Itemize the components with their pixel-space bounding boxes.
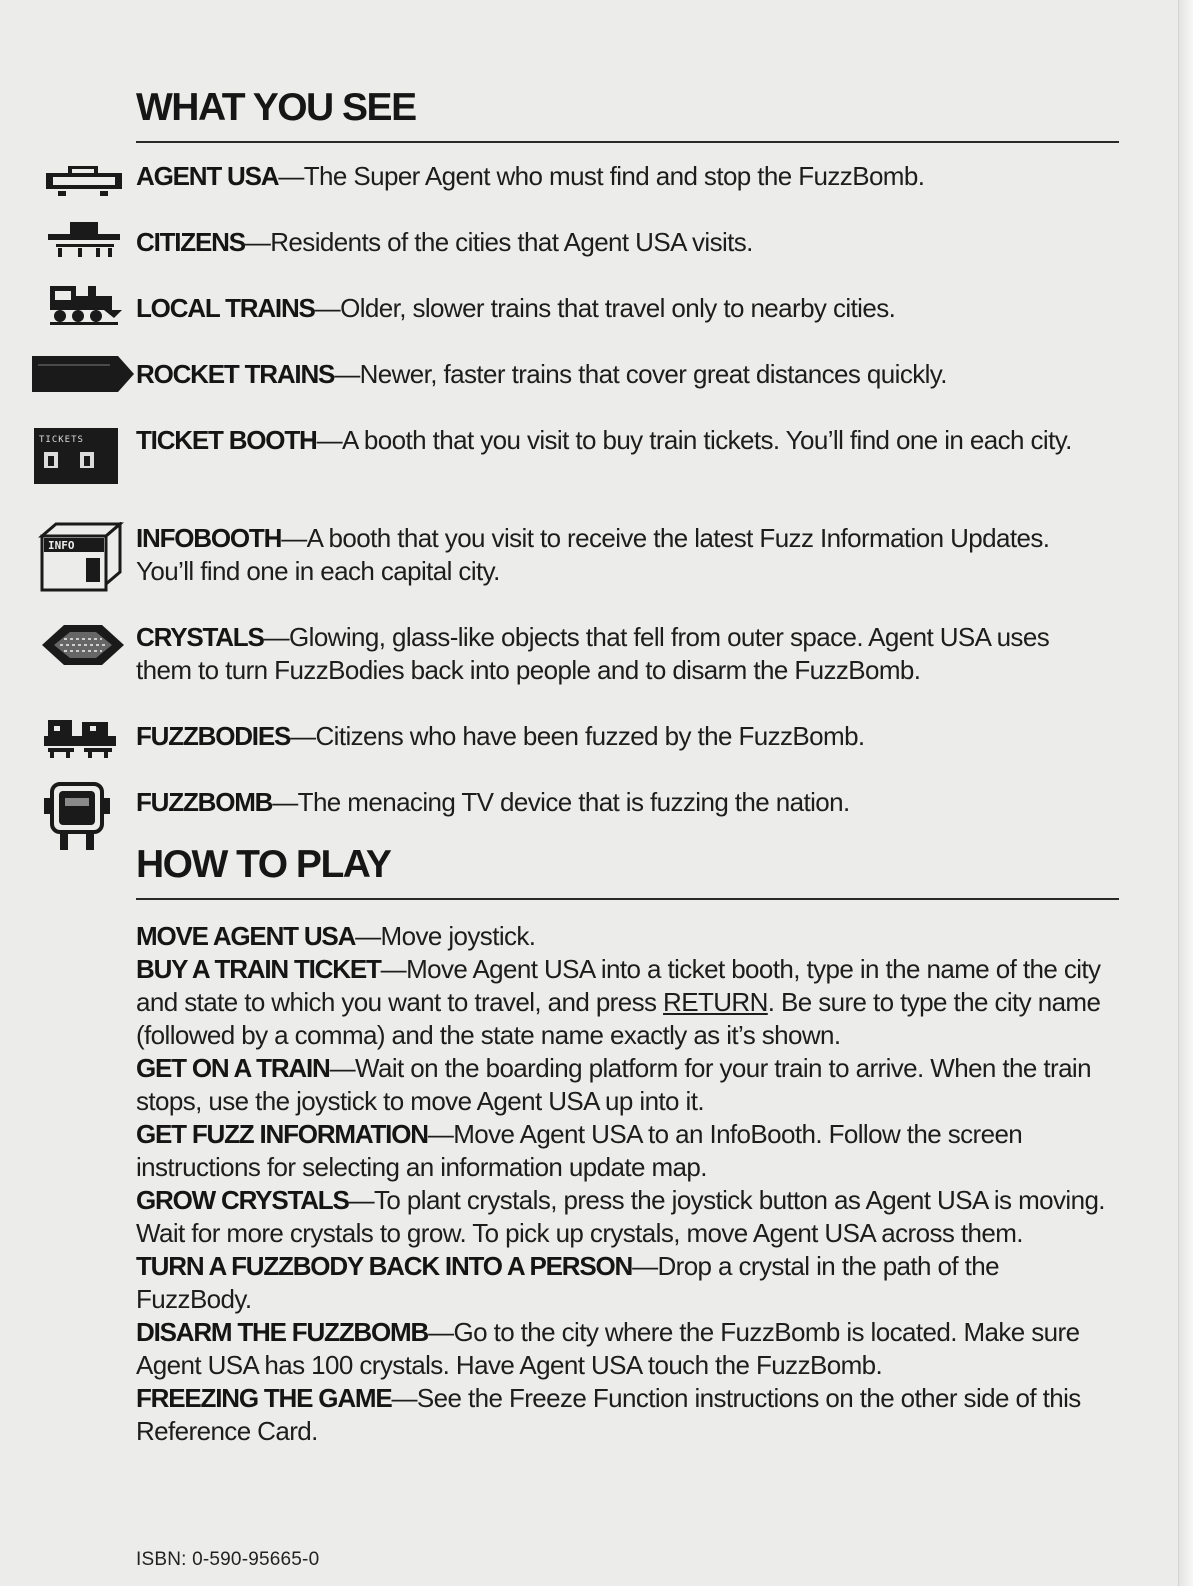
instruction-disarm-fuzzbomb [136,1316,1121,1382]
how-to-play-heading: HOW TO PLAY [136,843,391,886]
desc-agent-usa: —The Super Agent who must find and stop the FuzzBomb. [278,161,925,191]
desc-infobooth: —A booth that you visit to receive the latest Fuzz Information Updates. You’ll find one in each capital city. [136,523,1050,586]
desc-ticket-booth: —A booth that you visit to buy train tickets. You’ll find one in each city. [316,425,1072,455]
instruction-desc: —Drop a crystal in the path of the FuzzBody. [136,1251,999,1314]
instruction-get-on-train [136,1052,1121,1118]
legend-text [136,424,1096,457]
instruction-desc: —See the Freeze Function instructions on the other side of this Reference Card. [136,1383,1081,1446]
term-infobooth: INFOBOOTH [136,523,282,553]
ticket-booth-sign: TICKETS [39,435,84,445]
instruction-term: FREEZING THE GAME [136,1383,392,1413]
legend-text [136,720,1096,753]
what-you-see-heading: WHAT YOU SEE [136,86,416,129]
instruction-term: MOVE AGENT USA [136,921,356,951]
return-key-label: RETURN [663,987,768,1017]
desc-rocket-trains: —Newer, faster trains that cover great distances quickly. [334,359,947,389]
term-local-trains: LOCAL TRAINS [136,293,315,323]
fuzzbomb-icon [44,780,110,854]
instruction-turn-fuzzbody [136,1250,1121,1316]
local-train-icon [48,282,122,326]
crystal-icon [40,621,126,669]
isbn-number: ISBN: 0-590-95665-0 [136,1549,320,1570]
legend-text [136,621,1096,687]
legend-text [136,522,1096,588]
legend-text [136,786,1096,819]
desc-local-trains: —Older, slower trains that travel only to nearby cities. [314,293,896,323]
instruction-desc: —Move Agent USA to an InfoBooth. Follow the screen instructions for selecting an information update map. [136,1119,1023,1182]
instruction-buy-ticket [136,953,1121,1052]
instruction-fuzz-information [136,1118,1121,1184]
infobooth-icon [38,522,124,594]
instruction-grow-crystals [136,1184,1121,1250]
rocket-train-icon [32,354,136,394]
heading-rule [136,898,1119,900]
how-to-play-list [136,920,1121,1448]
desc-crystals: —Glowing, glass-like objects that fell from outer space. Agent USA uses them to turn FuzzBodies back into people and to disarm the FuzzBomb. [136,622,1050,685]
instruction-desc: —Move joystick. [355,921,536,951]
legend-text [136,160,1096,193]
instruction-term: GROW CRYSTALS [136,1185,349,1215]
legend-text [136,292,1096,325]
term-fuzzbomb: FUZZBOMB [136,787,273,817]
term-agent-usa: AGENT USA [136,161,279,191]
term-rocket-trains: ROCKET TRAINS [136,359,335,389]
citizen-icon [44,220,124,260]
term-fuzzbodies: FUZZBODIES [136,721,291,751]
instruction-term: BUY A TRAIN TICKET [136,954,381,984]
desc-citizens: —Residents of the cities that Agent USA visits. [244,227,753,257]
heading-rule [136,141,1119,143]
desc-fuzzbomb: —The menacing TV device that is fuzzing the nation. [272,787,850,817]
instruction-desc: —Go to the city where the FuzzBomb is located. Make sure Agent USA has 100 crystals. Have Agent USA touch the FuzzBomb. [136,1317,1080,1380]
fuzzbody-icon [42,718,120,760]
legend-text [136,226,1096,259]
instruction-term: GET ON A TRAIN [136,1053,330,1083]
instruction-freeze-game [136,1382,1121,1448]
instruction-desc: —To plant crystals, press the joystick button as Agent USA is moving. Wait for more crystals to grow. To pick up crystals, move Agent USA across them. [136,1185,1105,1248]
agent-usa-icon [44,164,124,198]
infobooth-sign: INFO [48,539,75,552]
page-edge [1178,0,1193,1586]
instruction-term: TURN A FUZZBODY BACK INTO A PERSON [136,1251,633,1281]
instruction-term: GET FUZZ INFORMATION [136,1119,428,1149]
term-citizens: CITIZENS [136,227,245,257]
instruction-desc-continued: . Be sure to type the city name (followed by a comma) and the state name exactly as it’s shown. [136,987,1101,1050]
desc-fuzzbodies: —Citizens who have been fuzzed by the FuzzBomb. [290,721,865,751]
instruction-move-agent [136,920,1121,953]
term-ticket-booth: TICKET BOOTH [136,425,317,455]
legend-text [136,358,1096,391]
instruction-desc: —Move Agent USA into a ticket booth, type in the name of the city and state to which you want to travel, and press [136,954,1101,1017]
instruction-desc: —Wait on the boarding platform for your train to arrive. When the train stops, use the joystick to move Agent USA up into it. [136,1053,1091,1116]
term-crystals: CRYSTALS [136,622,264,652]
instruction-term: DISARM THE FUZZBOMB [136,1317,429,1347]
ticket-booth-icon [34,428,120,486]
